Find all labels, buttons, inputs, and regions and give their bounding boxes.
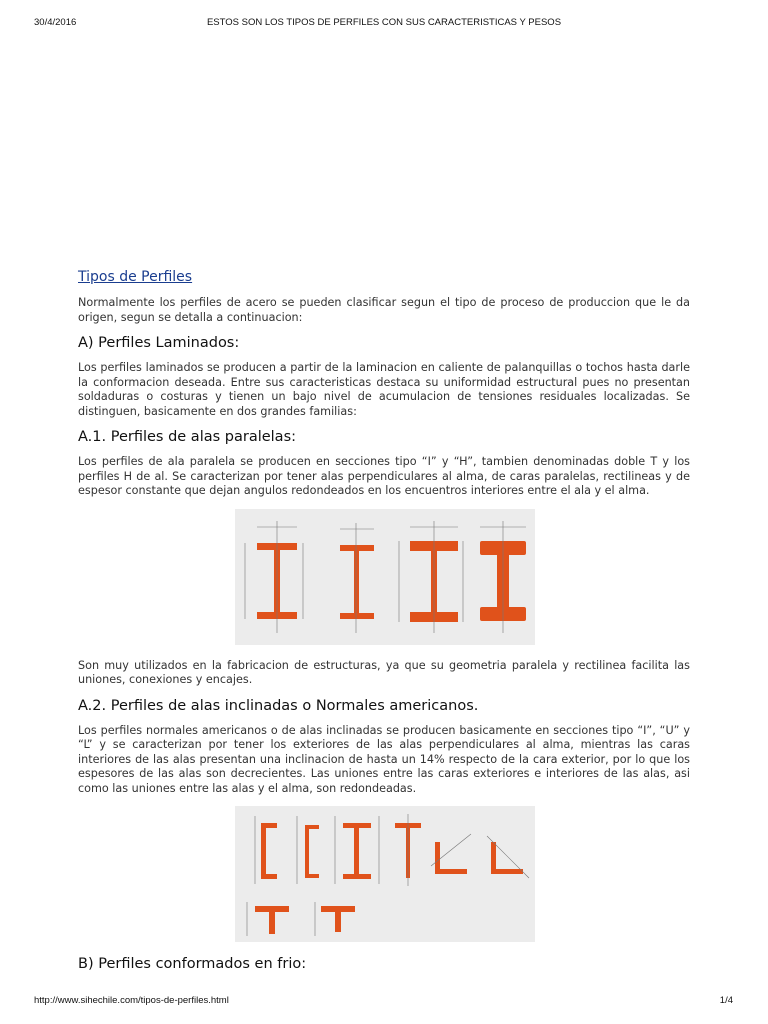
paragraph-laminados: Los perfiles laminados se producen a partir de la laminacion en caliente de palanquillas o tochos hasta darle la conformacion deseada. Entre sus caracteristicas destaca su uniformidad estructural pues no presentan soldaduras o costuras y tienen un bajo nivel de acumulacion de tensiones residuales localizadas. Se distinguen, basicamente en dos grandes familias: xyxy=(78,361,690,418)
intro-paragraph: Normalmente los perfiles de acero se pueden clasificar segun el tipo de proceso de produccion que le da origen, segun se detalla a continuacion: xyxy=(78,296,690,324)
print-date: 30/4/2016 xyxy=(34,17,77,28)
t-flange-profile-icon xyxy=(321,906,355,932)
paragraph-alas-inclinadas: Los perfiles normales americanos o de alas inclinadas se producen basicamente en secciones tipo “I”, “U” y “L” y se caracterizan por tener los exteriores de las alas perpendiculares al alma, mientras las caras interiores de las alas presentan una inclinacion de hasta un 14% respecto de la cara exterior, por lo que los espesores de las alas son decrecientes. Las uniones entre las caras exteriores e interiores de las alas, asi como las uniones entre las alas y el alma, son redondeadas. xyxy=(78,723,690,795)
paragraph-usos: Son muy utilizados en la fabricacion de estructuras, ya que su geometria paralela y rectilinea facilita las uniones, conexiones y encajes. xyxy=(78,658,690,686)
heading-laminados: A) Perfiles Laminados: xyxy=(78,335,240,351)
i-sloped-profile-icon xyxy=(343,823,371,879)
heading-conformados-frio: B) Perfiles conformados en frio: xyxy=(78,956,307,972)
t-flange-profile-icon xyxy=(255,906,289,934)
l-angle-profile-icon xyxy=(435,842,467,874)
heading-alas-inclinadas: A.2. Perfiles de alas inclinadas o Normales americanos. xyxy=(78,697,479,714)
page-number: 1/4 xyxy=(719,995,733,1006)
source-url: http://www.sihechile.com/tipos-de-perfiles.html xyxy=(34,995,229,1006)
parallel-flange-profiles-figure xyxy=(235,509,535,645)
l-angle-profile-icon xyxy=(491,842,523,874)
section-title-link[interactable]: Tipos de Perfiles xyxy=(78,269,193,285)
paragraph-alas-paralelas: Los perfiles de ala paralela se producen en secciones tipo “I” y “H”, tambien denominadas doble T y los perfiles H de al. Se caracterizan por tener alas perpendiculares al alma, de caras paralelas, rectilineas y de espesor constante que dejan angulos redondeados en los encuentros interiores entre el ala y el alma. xyxy=(78,455,690,497)
u-channel-profile-icon xyxy=(261,823,277,879)
ipn-profile-icon xyxy=(340,545,374,619)
u-channel-profile-icon xyxy=(305,825,319,878)
article xyxy=(78,266,690,982)
heading-alas-paralelas: A.1. Perfiles de alas paralelas: xyxy=(78,429,297,445)
sloped-flange-profiles-figure xyxy=(235,806,535,942)
document-title: ESTOS SON LOS TIPOS DE PERFILES CON SUS CARACTERISTICAS Y PESOS xyxy=(206,17,562,28)
